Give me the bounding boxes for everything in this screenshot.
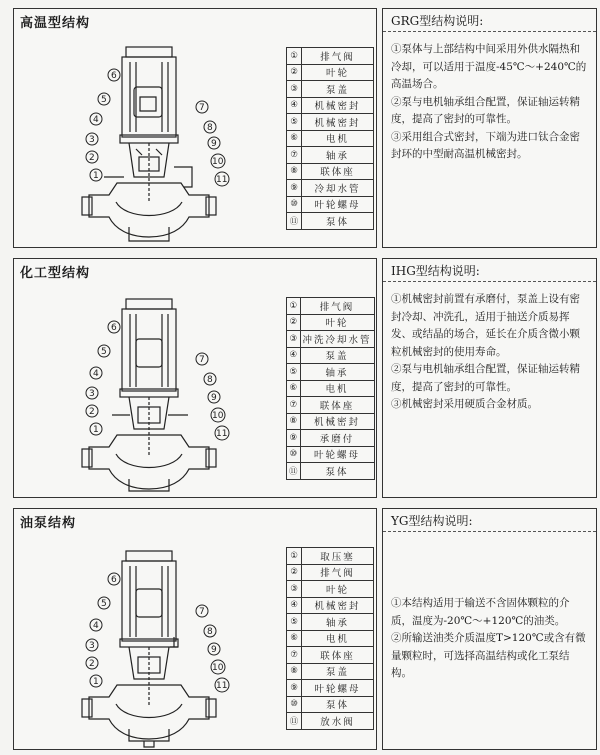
pump-diagram <box>74 277 244 497</box>
description-title: IHG型结构说明: <box>391 264 480 278</box>
description-text <box>391 291 590 414</box>
part-name: 泵体 <box>300 463 374 480</box>
part-number: ③ <box>287 331 301 348</box>
part-name: 冷却水管 <box>302 180 374 197</box>
section-title: 化工型结构 <box>20 266 91 281</box>
description-text <box>391 41 590 164</box>
part-number: ⑪ <box>287 713 302 730</box>
description-item: ③机械密封采用硬质合金材质。 <box>391 398 538 410</box>
part-number: ⑧ <box>287 163 302 180</box>
structure-panel <box>13 8 377 248</box>
section-oil <box>5 508 595 750</box>
parts-row <box>287 581 374 598</box>
svg-text:9: 9 <box>211 139 217 149</box>
svg-text:7: 7 <box>199 607 205 617</box>
svg-text:10: 10 <box>212 157 224 167</box>
parts-row <box>287 397 375 414</box>
part-name: 电机 <box>302 630 374 647</box>
parts-row <box>287 614 374 631</box>
description-panel <box>382 258 597 498</box>
part-number: ② <box>287 314 301 331</box>
svg-text:2: 2 <box>89 659 95 669</box>
part-name: 机械密封 <box>302 97 374 114</box>
pump-diagram <box>74 527 244 749</box>
svg-text:1: 1 <box>93 677 99 687</box>
svg-text:11: 11 <box>216 681 228 691</box>
section-high-temp <box>5 8 595 248</box>
part-number: ⑦ <box>287 397 301 414</box>
description-panel <box>382 8 597 248</box>
parts-row <box>287 647 374 664</box>
svg-text:6: 6 <box>111 575 117 585</box>
structure-panel <box>13 508 377 750</box>
description-text <box>391 595 590 683</box>
parts-row <box>287 97 374 114</box>
part-name: 联体座 <box>302 647 374 664</box>
svg-text:3: 3 <box>89 641 95 651</box>
part-number: ⑩ <box>287 196 302 213</box>
svg-text:2: 2 <box>89 153 95 163</box>
part-name: 冲洗冷却水管 <box>300 331 374 348</box>
description-title: YG型结构说明: <box>391 514 473 528</box>
parts-row <box>287 380 375 397</box>
description-item: ①泵体与上部结构中间采用外供水隔热和冷却，可以适用于温度-45℃～+240℃的高温场合。 <box>391 43 587 90</box>
part-number: ⑥ <box>287 380 301 397</box>
parts-row <box>287 548 374 565</box>
parts-table <box>286 297 375 480</box>
part-name: 取压塞 <box>302 548 374 565</box>
part-name: 泵盖 <box>302 81 374 98</box>
part-number: ① <box>287 298 301 315</box>
part-number: ⑨ <box>287 430 301 447</box>
part-number: ④ <box>287 97 302 114</box>
parts-row <box>287 663 374 680</box>
part-number: ③ <box>287 81 302 98</box>
part-name: 泵体 <box>302 696 374 713</box>
part-name: 电机 <box>302 130 374 147</box>
part-number: ⑥ <box>287 630 302 647</box>
parts-row <box>287 298 375 315</box>
part-name: 叶轮 <box>300 314 374 331</box>
section-title: 高温型结构 <box>20 16 91 31</box>
parts-row <box>287 430 375 447</box>
part-name: 排气阀 <box>300 298 374 315</box>
part-number: ③ <box>287 581 302 598</box>
part-number: ⑪ <box>287 213 302 230</box>
description-item: ②泵与电机轴承组合配置，保证轴运转精度，提高了密封的可靠性。 <box>391 95 580 125</box>
part-name: 机械密封 <box>300 413 374 430</box>
parts-row <box>287 314 375 331</box>
parts-row <box>287 597 374 614</box>
part-name: 叶轮螺母 <box>302 680 374 697</box>
parts-row <box>287 413 375 430</box>
description-item: ①本结构适用于输送不含固体颗粒的介质，温度为-20℃～+120℃的油类。 <box>391 597 570 627</box>
svg-text:1: 1 <box>93 425 99 435</box>
parts-row <box>287 196 374 213</box>
svg-text:4: 4 <box>93 621 99 631</box>
description-panel <box>382 508 597 750</box>
part-number: ② <box>287 64 302 81</box>
svg-text:4: 4 <box>93 115 99 125</box>
part-number: ⑪ <box>287 463 301 480</box>
svg-text:3: 3 <box>89 389 95 399</box>
parts-row <box>287 163 374 180</box>
svg-text:6: 6 <box>111 71 117 81</box>
description-item: ①机械密封前置有承磨付，泵盖上设有密封冷却、冲洗孔，适用于抽送介质易挥发、或结晶的场合，延长在介质含微小颗粒机械密封的使用寿命。 <box>391 293 580 358</box>
part-number: ① <box>287 48 302 65</box>
pump-diagram <box>74 27 244 247</box>
parts-row <box>287 364 375 381</box>
parts-row <box>287 180 374 197</box>
svg-text:7: 7 <box>199 355 205 365</box>
part-name: 轴承 <box>302 614 374 631</box>
part-name: 叶轮 <box>302 581 374 598</box>
part-number: ⑤ <box>287 114 302 131</box>
part-name: 机械密封 <box>302 114 374 131</box>
description-item: ②所输送油类介质温度T>120℃或含有微量颗粒时，可选择高温结构或化工泵结构。 <box>391 632 586 679</box>
parts-row <box>287 331 375 348</box>
svg-text:3: 3 <box>89 135 95 145</box>
svg-text:6: 6 <box>111 323 117 333</box>
divider <box>383 531 596 532</box>
svg-text:9: 9 <box>211 645 217 655</box>
parts-row <box>287 114 374 131</box>
part-number: ④ <box>287 347 301 364</box>
svg-text:5: 5 <box>101 347 107 357</box>
parts-row <box>287 696 374 713</box>
svg-text:8: 8 <box>207 123 213 133</box>
svg-text:5: 5 <box>101 95 107 105</box>
svg-text:9: 9 <box>211 393 217 403</box>
part-number: ⑤ <box>287 364 301 381</box>
part-number: ⑦ <box>287 147 302 164</box>
structure-panel <box>13 258 377 498</box>
part-number: ⑨ <box>287 180 302 197</box>
part-number: ④ <box>287 597 302 614</box>
part-name: 机械密封 <box>302 597 374 614</box>
parts-row <box>287 564 374 581</box>
part-number: ① <box>287 548 302 565</box>
parts-row <box>287 147 374 164</box>
part-number: ⑧ <box>287 663 302 680</box>
svg-text:4: 4 <box>93 369 99 379</box>
parts-row <box>287 213 374 230</box>
part-number: ⑩ <box>287 696 302 713</box>
svg-text:10: 10 <box>212 663 224 673</box>
description-item: ②泵与电机轴承组合配置，保证轴运转精度，提高了密封的可靠性。 <box>391 363 580 393</box>
part-name: 叶轮 <box>302 64 374 81</box>
svg-text:7: 7 <box>199 103 205 113</box>
part-number: ② <box>287 564 302 581</box>
part-name: 泵盖 <box>300 347 374 364</box>
part-name: 排气阀 <box>302 564 374 581</box>
svg-text:11: 11 <box>216 429 228 439</box>
part-number: ⑦ <box>287 647 302 664</box>
parts-table <box>286 47 374 230</box>
parts-row <box>287 463 375 480</box>
part-name: 放水阀 <box>302 713 374 730</box>
svg-text:1: 1 <box>93 171 99 181</box>
parts-row <box>287 680 374 697</box>
part-name: 叶轮螺母 <box>302 196 374 213</box>
part-name: 叶轮螺母 <box>300 446 374 463</box>
parts-table <box>286 547 374 730</box>
part-number: ⑧ <box>287 413 301 430</box>
parts-row <box>287 130 374 147</box>
part-number: ⑤ <box>287 614 302 631</box>
part-name: 排气阀 <box>302 48 374 65</box>
svg-text:10: 10 <box>212 411 224 421</box>
part-number: ⑥ <box>287 130 302 147</box>
parts-row <box>287 48 374 65</box>
svg-text:8: 8 <box>207 627 213 637</box>
description-title: GRG型结构说明: <box>391 14 484 28</box>
parts-row <box>287 81 374 98</box>
part-number: ⑨ <box>287 680 302 697</box>
part-name: 泵体 <box>302 213 374 230</box>
divider <box>383 31 596 32</box>
parts-row <box>287 630 374 647</box>
part-name: 轴承 <box>302 147 374 164</box>
svg-text:11: 11 <box>216 175 228 185</box>
parts-row <box>287 446 375 463</box>
part-name: 联体座 <box>302 163 374 180</box>
part-number: ⑩ <box>287 446 301 463</box>
parts-row <box>287 713 374 730</box>
section-title: 油泵结构 <box>20 516 77 531</box>
svg-text:5: 5 <box>101 599 107 609</box>
part-name: 联体座 <box>300 397 374 414</box>
parts-row <box>287 64 374 81</box>
section-chemical <box>5 258 595 498</box>
svg-text:8: 8 <box>207 375 213 385</box>
part-name: 轴承 <box>300 364 374 381</box>
divider <box>383 281 596 282</box>
part-name: 电机 <box>300 380 374 397</box>
part-name: 承磨付 <box>300 430 374 447</box>
part-name: 泵盖 <box>302 663 374 680</box>
description-item: ③采用组合式密封，下端为进口钛合金密封环的中型耐高温机械密封。 <box>391 130 580 160</box>
parts-row <box>287 347 375 364</box>
svg-text:2: 2 <box>89 407 95 417</box>
